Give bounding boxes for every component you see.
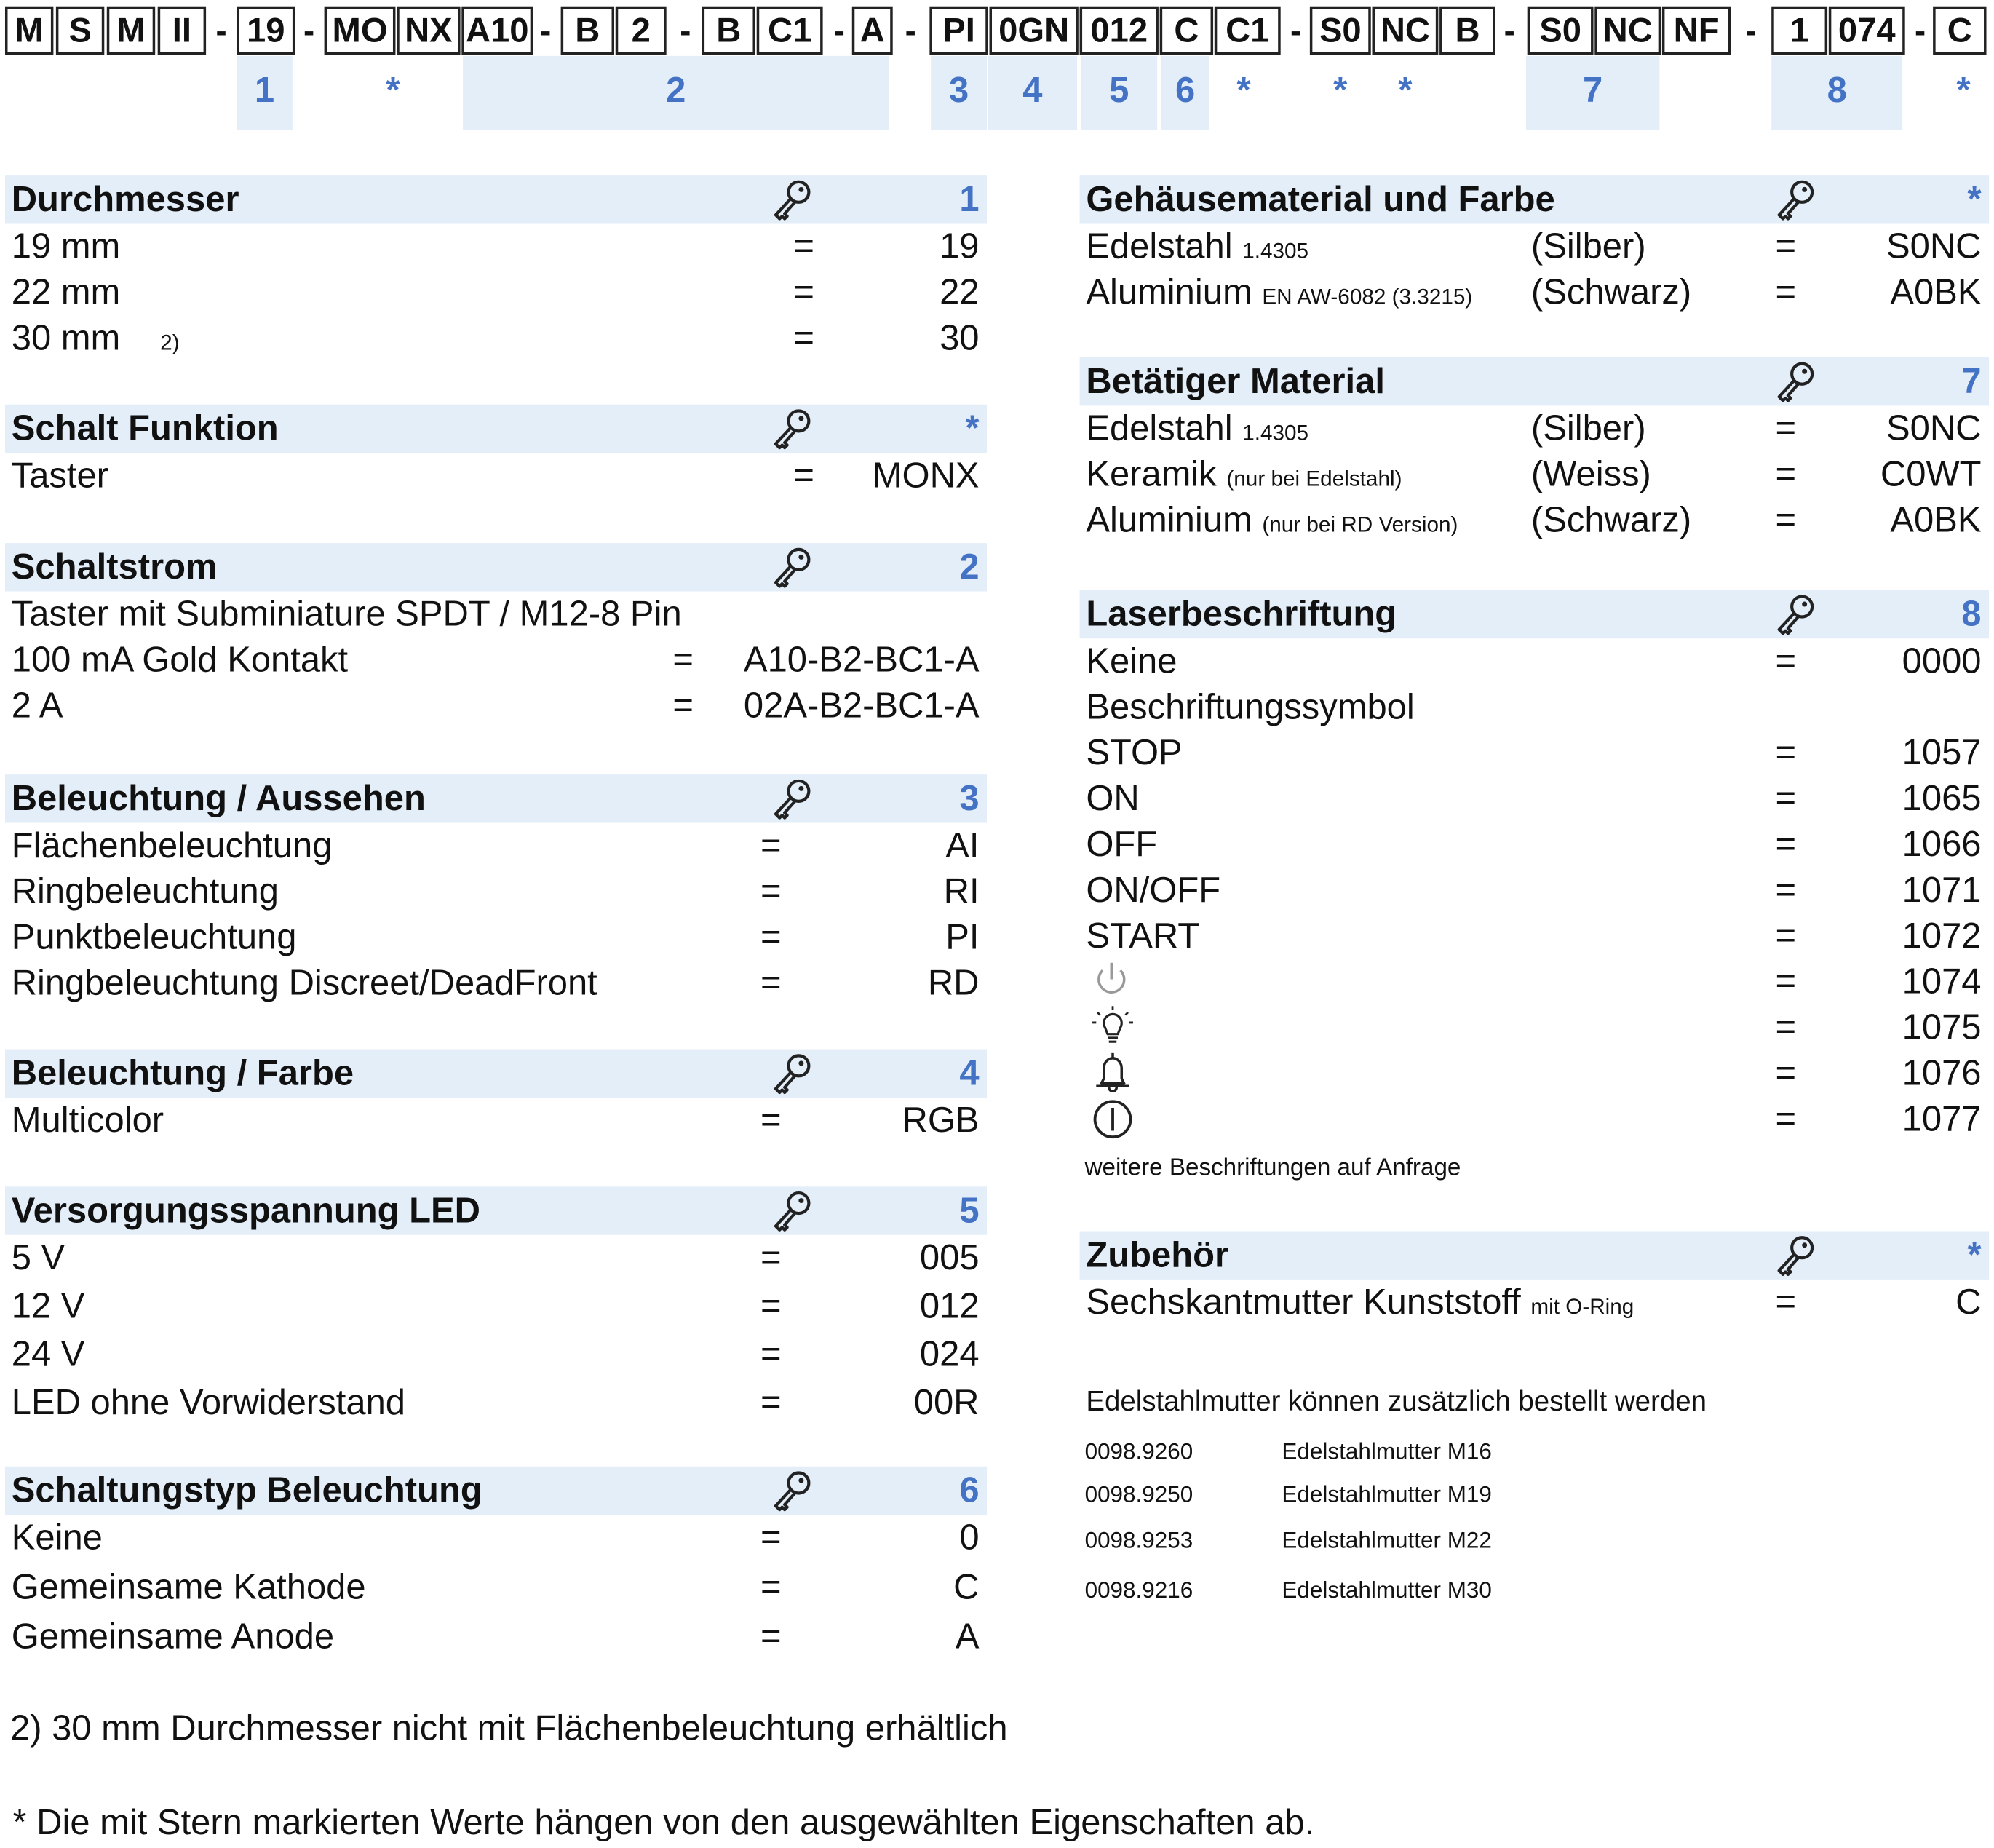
option-row <box>5 224 987 270</box>
option-code: 1076 <box>1902 1052 1982 1093</box>
section-header <box>1080 357 1989 405</box>
section-header <box>1080 175 1989 223</box>
section-title: Schaltungstyp Beleuchtung <box>11 1470 482 1510</box>
option-label: OFF <box>1086 824 1158 864</box>
option-row <box>5 1564 987 1614</box>
section-number: * <box>965 408 980 448</box>
code-box: S0 <box>1310 7 1371 55</box>
option-code: A0BK <box>1890 499 1982 539</box>
equals-sign: = <box>672 685 694 726</box>
option-code: 02A-B2-BC1-A <box>743 685 980 726</box>
equals-sign: = <box>1775 1052 1797 1093</box>
code-box: 2 <box>616 7 667 55</box>
section-number: 6 <box>959 1470 980 1510</box>
option-subtitle: Beschriftungssymbol <box>1086 686 1415 726</box>
key-icon <box>771 1189 814 1232</box>
color-label: (Silber) <box>1530 226 1646 266</box>
code-box: A <box>852 7 893 55</box>
section-header <box>1080 1232 1989 1280</box>
code-box: M <box>107 7 155 55</box>
key-icon <box>771 178 814 221</box>
equals-sign: = <box>760 1566 782 1606</box>
ref-number: 4 <box>1022 70 1043 110</box>
nut-name: Edelstahlmutter M19 <box>1282 1481 1492 1507</box>
equals-sign: = <box>760 871 782 911</box>
nut-code: 0098.9216 <box>1084 1577 1193 1603</box>
option-code: 1071 <box>1902 870 1982 910</box>
option-label: 19 mm <box>11 226 121 266</box>
code-box: S <box>56 7 104 55</box>
laser-note: weitere Beschriftungen auf Anfrage <box>1084 1154 1461 1182</box>
section-number: 2 <box>959 547 980 587</box>
option-label: STOP <box>1086 732 1183 772</box>
option-code: A10-B2-BC1-A <box>743 639 980 680</box>
option-subtitle: Taster mit Subminiature SPDT / M12-8 Pin <box>11 594 682 634</box>
ref-star: * <box>1333 70 1348 110</box>
section-number: 4 <box>959 1052 980 1093</box>
option-label <box>1086 408 1308 449</box>
option-label: Ringbeleuchtung <box>11 871 279 911</box>
option-label: Gemeinsame Anode <box>11 1616 335 1657</box>
option-code: 024 <box>919 1334 980 1374</box>
equals-sign: = <box>672 639 694 680</box>
color-label: (Schwarz) <box>1530 499 1692 539</box>
nut-name: Edelstahlmutter M30 <box>1282 1577 1492 1603</box>
equals-sign: = <box>760 1616 782 1657</box>
equals-sign: = <box>1775 961 1797 1002</box>
equals-sign: = <box>1775 453 1797 493</box>
option-code: 30 <box>940 317 980 358</box>
equals-sign: = <box>1775 408 1797 448</box>
nut-heading: Edelstahlmutter können zusätzlich bestellt werden <box>1086 1384 1707 1417</box>
code-box: MO <box>325 7 396 55</box>
section-title: Laserbeschriftung <box>1086 594 1397 634</box>
code-box: 074 <box>1829 7 1905 55</box>
ref-star: * <box>1398 70 1413 110</box>
equals-sign: = <box>760 1100 782 1140</box>
key-icon <box>771 1052 814 1095</box>
option-label: 5 V <box>11 1237 65 1277</box>
material-spec: 1.4305 <box>1242 239 1309 263</box>
code-dash: - <box>1915 10 1926 49</box>
material-spec: 1.4305 <box>1242 421 1309 445</box>
equals-sign: = <box>1775 778 1797 818</box>
option-row <box>5 453 987 499</box>
option-label: 22 mm <box>11 271 121 312</box>
option-row <box>1080 497 1989 543</box>
section-number: 5 <box>959 1190 980 1230</box>
info-icon <box>1090 1096 1136 1151</box>
code-dash: - <box>1745 10 1757 49</box>
key-icon <box>771 407 814 450</box>
option-row <box>1080 776 1989 822</box>
option-row <box>5 1235 987 1283</box>
option-row <box>1080 1096 1989 1142</box>
option-label: Punktbeleuchtung <box>11 916 297 957</box>
option-label <box>1086 272 1472 313</box>
color-label: (Weiss) <box>1530 453 1651 493</box>
option-row <box>1080 224 1989 270</box>
equals-sign: = <box>760 962 782 1002</box>
equals-sign: = <box>760 1237 782 1277</box>
option-row <box>1080 451 1989 497</box>
option-code: A0BK <box>1890 271 1982 312</box>
option-code: A <box>955 1616 980 1657</box>
option-code: 0 <box>959 1517 980 1557</box>
option-row <box>5 683 987 729</box>
option-label: Ringbeleuchtung Discreet/DeadFront <box>11 962 597 1002</box>
equals-sign: = <box>1775 916 1797 956</box>
option-code: 1066 <box>1902 824 1982 864</box>
section-number: * <box>1967 1234 1982 1274</box>
option-code: 0000 <box>1902 641 1982 681</box>
option-row <box>5 914 987 960</box>
key-icon <box>1774 592 1817 635</box>
option-label: Keine <box>1086 641 1177 681</box>
code-dash: - <box>1290 10 1302 49</box>
option-code: MONX <box>872 455 980 495</box>
option-label: ON/OFF <box>1086 870 1221 910</box>
section-title: Beleuchtung / Aussehen <box>11 778 426 818</box>
material-name: Edelstahl <box>1086 226 1233 266</box>
section-schalt-funktion <box>5 405 987 499</box>
option-code: AI <box>945 825 980 865</box>
option-label <box>1086 454 1402 495</box>
code-box: B <box>1439 7 1496 55</box>
equals-sign: = <box>760 1285 782 1325</box>
option-subtitle-row <box>5 592 987 638</box>
option-row <box>1080 913 1989 959</box>
nut-name: Edelstahlmutter M22 <box>1282 1527 1492 1553</box>
ref-star: * <box>1236 70 1251 110</box>
option-label: Keine <box>11 1517 103 1557</box>
code-box: C1 <box>757 7 823 55</box>
ref-number: 2 <box>666 70 686 110</box>
option-code: 1065 <box>1902 778 1982 818</box>
option-row <box>5 868 987 914</box>
section-number: * <box>1967 179 1982 219</box>
option-row <box>1080 1050 1989 1096</box>
key-icon <box>771 1469 814 1512</box>
option-row <box>5 1380 987 1428</box>
option-row <box>5 1515 987 1564</box>
section-versorgungsspannung <box>5 1186 987 1428</box>
section-title: Beleuchtung / Farbe <box>11 1052 354 1093</box>
option-row <box>1080 1004 1989 1050</box>
code-box: C <box>1160 7 1213 55</box>
section-header <box>5 1186 987 1234</box>
option-code: C <box>1955 1282 1982 1322</box>
material-name: Aluminium <box>1086 499 1252 539</box>
option-code: 1075 <box>1902 1007 1982 1047</box>
equals-sign: = <box>793 226 814 266</box>
option-row <box>5 269 987 315</box>
section-gehaeusematerial <box>1080 175 1989 315</box>
ref-number: 5 <box>1109 70 1129 110</box>
section-number: 8 <box>1961 594 1982 634</box>
option-label: Flächenbeleuchtung <box>11 825 333 865</box>
ref-number: 1 <box>254 70 275 110</box>
accessory-name: Sechskantmutter Kunststoff <box>1086 1282 1521 1322</box>
option-row <box>1080 269 1989 315</box>
code-box: C <box>1933 7 1986 55</box>
section-header <box>5 175 987 223</box>
option-label: 12 V <box>11 1285 85 1325</box>
option-label: Taster <box>11 455 108 495</box>
code-box: NC <box>1372 7 1438 55</box>
option-code: RD <box>927 962 980 1002</box>
color-label: (Schwarz) <box>1530 271 1692 312</box>
option-row <box>5 637 987 683</box>
section-durchmesser <box>5 175 987 361</box>
footnote-ref: 2) <box>160 330 180 355</box>
nut-code: 0098.9260 <box>1084 1438 1193 1464</box>
equals-sign: = <box>1775 1007 1797 1047</box>
option-code: 22 <box>940 271 980 312</box>
nut-name: Edelstahlmutter M16 <box>1282 1438 1492 1464</box>
material-spec: EN AW-6082 (3.3215) <box>1262 285 1473 309</box>
nut-code: 0098.9250 <box>1084 1481 1193 1507</box>
section-zubehoer <box>1080 1232 1989 1325</box>
code-box: 19 <box>237 7 295 55</box>
option-subtitle-row <box>1080 684 1989 730</box>
option-code: 1057 <box>1902 732 1982 772</box>
option-row <box>5 1614 987 1663</box>
option-row <box>1080 959 1989 1005</box>
material-name: Keramik <box>1086 453 1217 493</box>
option-code: 00R <box>913 1382 980 1422</box>
ref-number: 6 <box>1175 70 1196 110</box>
material-spec: (nur bei RD Version) <box>1262 512 1458 537</box>
code-dash: - <box>680 10 691 49</box>
option-row <box>1080 1280 1989 1325</box>
section-title: Betätiger Material <box>1086 361 1385 401</box>
option-code: 1077 <box>1902 1098 1982 1138</box>
ref-number: 8 <box>1827 70 1847 110</box>
section-title: Gehäusematerial und Farbe <box>1086 179 1555 219</box>
option-code: C0WT <box>1880 453 1982 493</box>
section-betaetiger-material <box>1080 357 1989 543</box>
code-dash: - <box>1504 10 1515 49</box>
option-code: S0NC <box>1886 226 1982 266</box>
key-icon <box>771 546 814 589</box>
power-icon <box>1092 959 1130 1009</box>
section-header <box>5 1050 987 1098</box>
option-code: S0NC <box>1886 408 1982 448</box>
ref-star: * <box>386 70 400 110</box>
equals-sign: = <box>1775 824 1797 864</box>
equals-sign: = <box>760 825 782 865</box>
equals-sign: = <box>760 916 782 957</box>
ref-star: * <box>1956 70 1971 110</box>
option-code: 012 <box>919 1285 980 1325</box>
equals-sign: = <box>760 1382 782 1422</box>
key-icon <box>771 777 814 820</box>
option-label: Gemeinsame Kathode <box>11 1566 366 1606</box>
section-header <box>5 405 987 453</box>
section-number: 3 <box>959 778 980 818</box>
option-code: C <box>953 1566 980 1606</box>
option-label: 2 A <box>11 685 63 726</box>
material-name: Edelstahl <box>1086 408 1233 448</box>
equals-sign: = <box>760 1334 782 1374</box>
option-row <box>1080 405 1989 451</box>
code-dash: - <box>833 10 845 49</box>
material-spec: (nur bei Edelstahl) <box>1226 467 1402 491</box>
section-beleuchtung-aussehen <box>5 774 987 1006</box>
code-box: PI <box>929 7 988 55</box>
option-row <box>5 1098 987 1143</box>
footnote-diameter: 2) 30 mm Durchmesser nicht mit Flächenbeleuchtung erhältlich <box>9 1708 1008 1748</box>
bulb-icon <box>1090 1004 1136 1057</box>
option-label: ON <box>1086 778 1140 818</box>
equals-sign: = <box>1775 641 1797 681</box>
option-row <box>5 823 987 869</box>
section-number: 7 <box>1961 361 1982 401</box>
option-row <box>1080 638 1989 684</box>
section-title: Durchmesser <box>11 179 239 219</box>
key-icon <box>1774 1234 1817 1277</box>
option-label: Multicolor <box>11 1100 164 1140</box>
code-box: B <box>561 7 614 55</box>
option-code: 005 <box>919 1237 980 1277</box>
nut-code: 0098.9253 <box>1084 1527 1193 1553</box>
option-row <box>5 315 987 361</box>
option-code: 19 <box>940 226 980 266</box>
section-header <box>1080 590 1989 638</box>
equals-sign: = <box>1775 732 1797 772</box>
code-box: 1 <box>1771 7 1827 55</box>
equals-sign: = <box>760 1517 782 1557</box>
key-icon <box>1774 178 1817 221</box>
ref-number: 7 <box>1583 70 1603 110</box>
equals-sign: = <box>793 317 814 358</box>
option-label <box>1086 1282 1634 1322</box>
option-label: 24 V <box>11 1334 85 1374</box>
section-title: Schalt Funktion <box>11 408 279 448</box>
equals-sign: = <box>793 271 814 312</box>
option-row <box>1080 822 1989 868</box>
option-code: RI <box>943 871 980 911</box>
key-icon <box>1774 360 1817 403</box>
code-box: A10 <box>461 7 533 55</box>
code-box: NX <box>397 7 460 55</box>
option-code: 1072 <box>1902 916 1982 956</box>
section-number: 1 <box>959 179 980 219</box>
code-dash: - <box>303 10 315 49</box>
option-code: 1074 <box>1902 961 1982 1002</box>
code-dash: - <box>905 10 916 49</box>
equals-sign: = <box>1775 271 1797 312</box>
option-row <box>1080 730 1989 776</box>
section-title: Versorgungsspannung LED <box>11 1190 481 1230</box>
option-row <box>1080 868 1989 913</box>
section-header <box>5 543 987 591</box>
code-box: NC <box>1594 7 1661 55</box>
option-row <box>5 1283 987 1331</box>
color-label: (Silber) <box>1530 408 1646 448</box>
option-label <box>1086 226 1308 267</box>
material-name: Aluminium <box>1086 271 1252 312</box>
code-dash: - <box>215 10 227 49</box>
code-box: 0GN <box>990 7 1079 55</box>
option-label: 30 mm <box>11 317 121 358</box>
equals-sign: = <box>793 455 814 495</box>
code-box: S0 <box>1528 7 1594 55</box>
equals-sign: = <box>1775 870 1797 910</box>
option-label: START <box>1086 916 1200 956</box>
code-box: B <box>702 7 755 55</box>
equals-sign: = <box>1775 226 1797 266</box>
section-laserbeschriftung <box>1080 590 1989 1142</box>
equals-sign: = <box>1775 499 1797 539</box>
section-header <box>5 774 987 822</box>
option-row <box>5 1332 987 1380</box>
code-box: M <box>5 7 53 55</box>
section-header <box>5 1467 987 1515</box>
section-title: Zubehör <box>1086 1234 1229 1274</box>
section-beleuchtung-farbe <box>5 1050 987 1143</box>
section-title: Schaltstrom <box>11 547 218 587</box>
code-box: C1 <box>1215 7 1281 55</box>
option-code: RGB <box>902 1100 980 1140</box>
option-code: PI <box>945 916 980 957</box>
option-label <box>1086 500 1458 541</box>
section-schaltungstyp <box>5 1467 987 1664</box>
code-dash: - <box>540 10 552 49</box>
footnote-star: * Die mit Stern markierten Werte hängen von den ausgewählten Eigenschaften ab. <box>12 1802 1315 1842</box>
code-box: NF <box>1662 7 1731 55</box>
option-label: 100 mA Gold Kontakt <box>11 639 349 680</box>
ref-number: 3 <box>948 70 969 110</box>
accessory-spec: mit O-Ring <box>1530 1294 1634 1320</box>
option-label: LED ohne Vorwiderstand <box>11 1382 405 1422</box>
code-box: 012 <box>1080 7 1159 55</box>
option-row <box>5 960 987 1006</box>
code-box: II <box>158 7 206 55</box>
equals-sign: = <box>1775 1282 1797 1322</box>
section-schaltstrom <box>5 543 987 729</box>
equals-sign: = <box>1775 1098 1797 1138</box>
